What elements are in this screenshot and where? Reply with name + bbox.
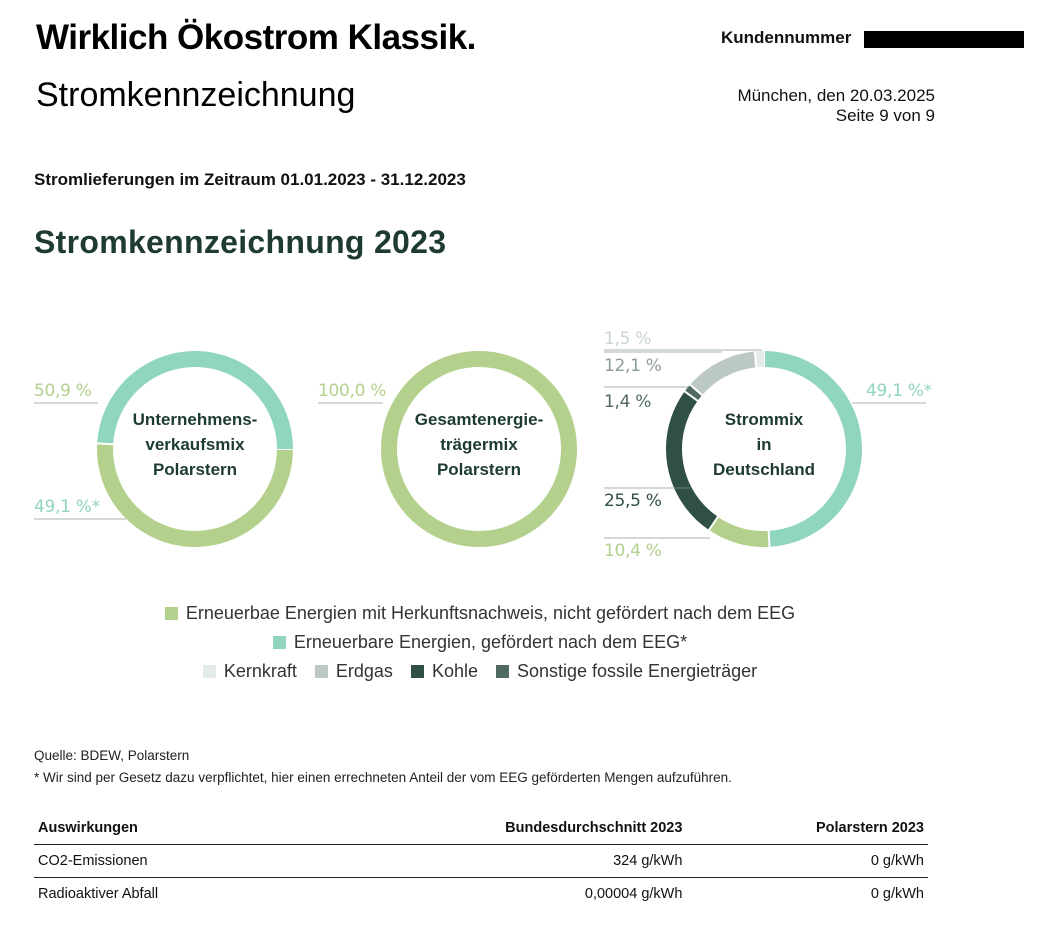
legend-row-3 xyxy=(0,661,960,682)
percentage-label: 25,5 % xyxy=(604,491,662,511)
date-line: München, den 20.03.2025 xyxy=(737,86,935,105)
donut-slice xyxy=(713,523,769,539)
donut-center-label: verkaufsmix xyxy=(145,435,245,454)
source-note: Quelle: BDEW, Polarstern xyxy=(34,748,190,763)
percentage-label: 49,1 %* xyxy=(34,497,100,517)
percentage-label: 1,5 % xyxy=(604,329,652,349)
donut-center-label: in xyxy=(756,435,772,454)
legend-item xyxy=(496,661,757,682)
legend-item xyxy=(411,661,478,682)
table-cell: 0,00004 g/kWh xyxy=(584,886,683,902)
donut-slice xyxy=(674,396,713,523)
percentage-label: 49,1 %* xyxy=(866,381,932,401)
column-header: Bundesdurchschnitt 2023 xyxy=(301,812,687,845)
percentage-label: 50,9 % xyxy=(34,381,92,401)
legend-label: Erneuerbare Energien, gefördert nach dem EEG* xyxy=(293,632,688,652)
legend-swatch xyxy=(165,607,178,620)
percentage-label: 1,4 % xyxy=(604,392,652,412)
legend-label: Erneuerbae Energien mit Herkunftsnachweis, nicht gefördert nach dem EEG xyxy=(185,603,796,623)
legend-swatch xyxy=(273,636,286,649)
brand-title: Wirklich Ökostrom Klassik. xyxy=(36,18,476,57)
legend-swatch xyxy=(203,665,216,678)
legend-label: Kohle xyxy=(431,661,478,681)
donut-charts xyxy=(0,300,960,590)
legend-swatch xyxy=(315,665,328,678)
impact-table xyxy=(34,812,928,910)
donut-slice xyxy=(691,390,696,396)
table-row xyxy=(34,845,928,878)
legend-item xyxy=(203,661,297,682)
column-header: Auswirkungen xyxy=(34,812,301,845)
column-header: Polarstern 2023 xyxy=(686,812,928,845)
legend-swatch xyxy=(496,665,509,678)
legend-row-1 xyxy=(0,603,960,624)
footnote: * Wir sind per Gesetz dazu verpflichtet, hier einen errechneten Anteil der vom EEG geförderten Mengen aufzuführen. xyxy=(34,770,732,785)
percentage-label: 100,0 % xyxy=(318,381,387,401)
donut-slice xyxy=(696,359,755,390)
slice-separator xyxy=(96,443,114,444)
page-number: Seite 9 von 9 xyxy=(835,106,935,125)
customer-number-label: Kundennummer xyxy=(721,28,852,47)
legend-item xyxy=(273,632,687,653)
table-header-row xyxy=(34,812,928,845)
section-heading: Stromkennzeichnung 2023 xyxy=(34,224,447,260)
legend-item xyxy=(315,661,393,682)
donut-center-label: trägermix xyxy=(440,435,518,454)
table-cell: 324 g/kWh xyxy=(301,845,687,878)
table-cell: Radioaktiver Abfall xyxy=(38,886,159,902)
donut-center-label: Unternehmens- xyxy=(132,410,258,429)
percentage-label: 12,1 % xyxy=(604,356,662,376)
slice-separator xyxy=(769,530,770,548)
legend-label: Sonstige fossile Energieträger xyxy=(516,661,758,681)
percentage-label: 10,4 % xyxy=(604,541,662,561)
legend-item xyxy=(165,603,795,624)
donut-center-label: Polarstern xyxy=(436,460,522,479)
legend-swatch xyxy=(411,665,424,678)
legend-label: Erdgas xyxy=(335,661,393,681)
donut-center-label: Deutschland xyxy=(712,460,816,479)
document-subtitle: Stromkennzeichnung xyxy=(36,76,356,114)
donut-center-label: Polarstern xyxy=(152,460,238,479)
legend-label: Kernkraft xyxy=(223,661,297,681)
table-row xyxy=(34,878,928,911)
table-cell: 0 g/kWh xyxy=(686,845,928,878)
table-cell: 0 g/kWh xyxy=(870,886,924,902)
donut-center-label: Strommix xyxy=(724,410,804,429)
delivery-period: Stromlieferungen im Zeitraum 01.01.2023 - 31.12.2023 xyxy=(34,170,466,189)
donut-center-label: Gesamtenergie- xyxy=(414,410,544,429)
donut-slice xyxy=(105,444,285,539)
table-cell: CO2-Emissionen xyxy=(34,845,301,878)
redacted-customer-number xyxy=(864,31,1024,48)
legend-row-2 xyxy=(0,632,960,653)
donut-slice xyxy=(764,359,854,539)
